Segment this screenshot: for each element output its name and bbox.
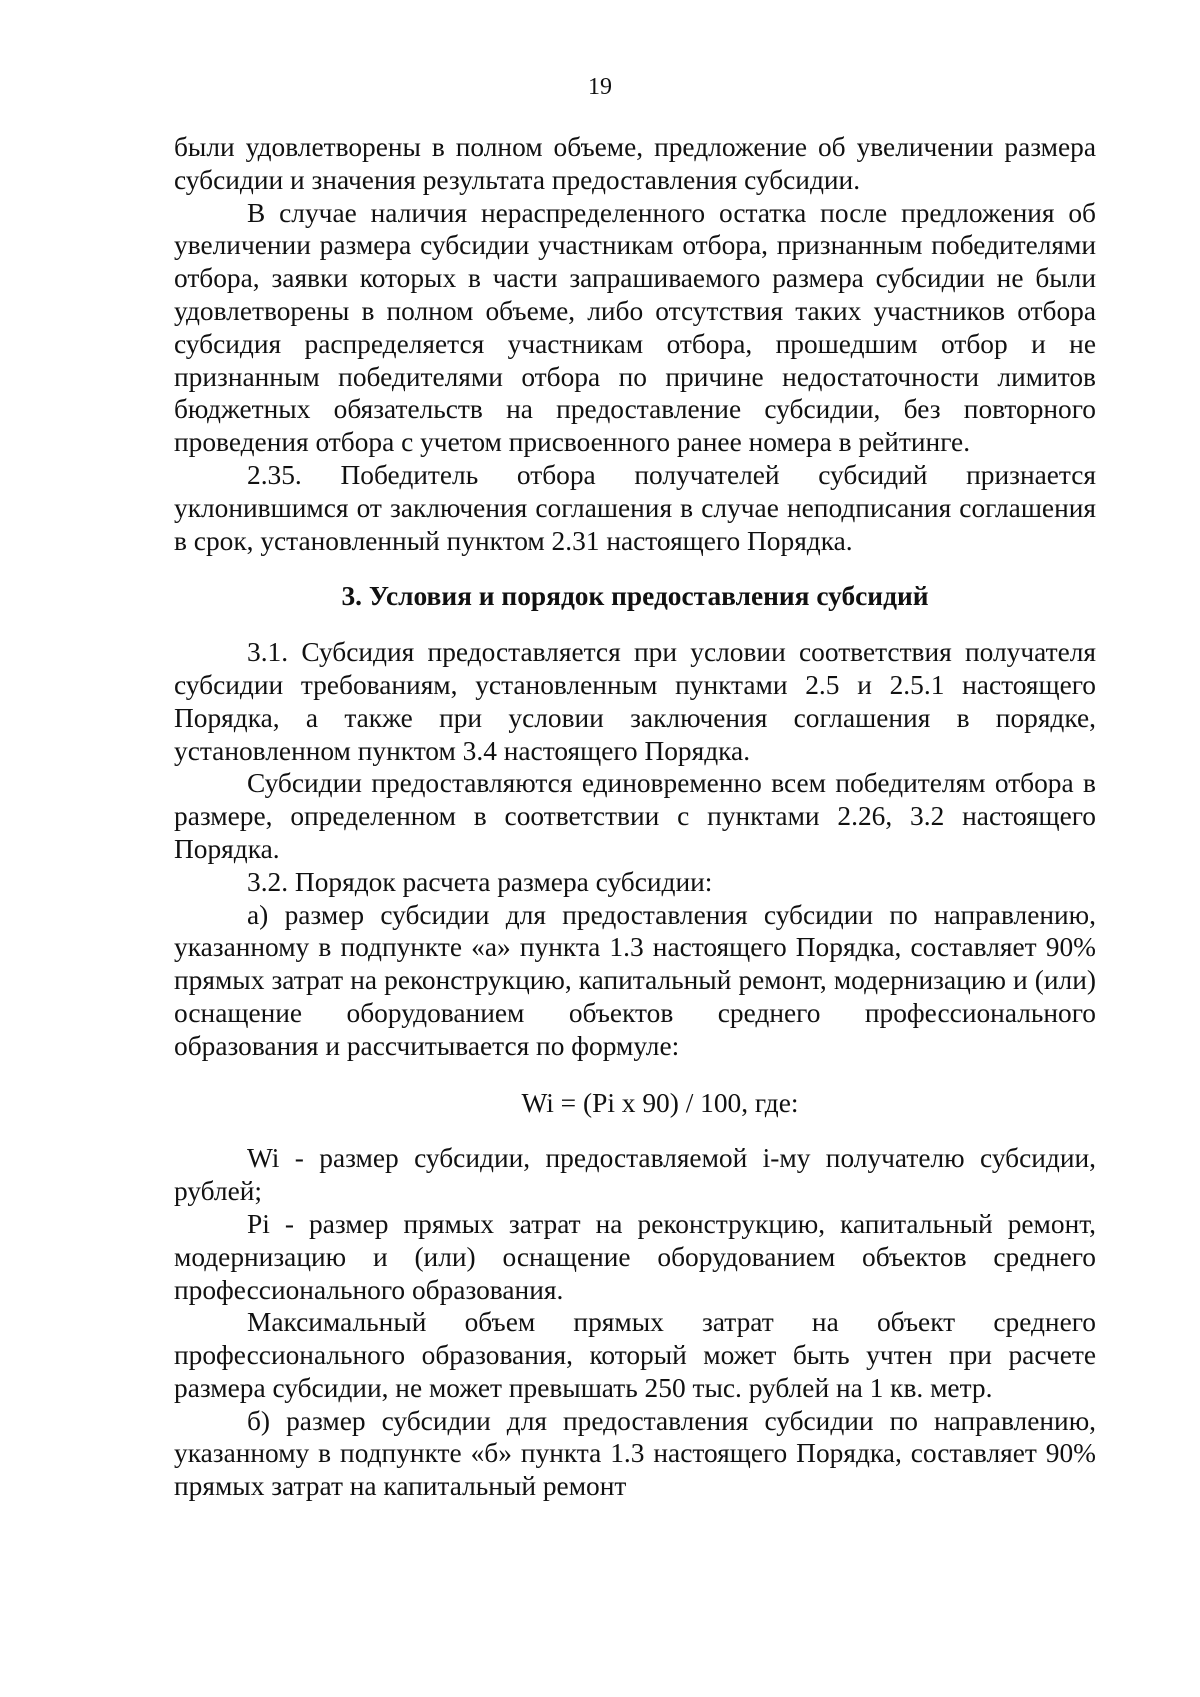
paragraph-pi-definition: Pi - размер прямых затрат на реконструкцию, капитальный ремонт, модернизацию и (или) оснащение оборудованием объектов среднего профессионального образования. [174,1208,1096,1305]
paragraph-3-2-b: б) размер субсидии для предоставления субсидии по направлению, указанному в подпункте «б» пункта 1.3 настоящего Порядка, составляет 90% прямых затрат на капитальный ремонт [174,1405,1096,1502]
section-heading-3: 3. Условия и порядок предоставления субсидий [341,581,929,612]
paragraph-wi-definition: Wi - размер субсидии, предоставляемой i-му получателю субсидии, рублей; [174,1143,1096,1207]
paragraph-3-2: 3.2. Порядок расчета размера субсидии: [247,866,713,897]
document-body [174,131,1096,1503]
paragraph-one-time-subsidy: Субсидии предоставляются единовременно всем победителям отбора в размере, определенном в соответствии с пунктами 2.26, 3.2 настоящего Порядка. [174,768,1096,864]
paragraph-continuation: были удовлетворены в полном объеме, предложение об увеличении размера субсидии и значения результата предоставления субсидии. [174,132,1096,195]
formula: Wi = (Pi x 90) / 100, где: [521,1087,799,1118]
paragraph-3-1: 3.1. Субсидия предоставляется при условии соответствия получателя субсидии требованиям, установленным пунктами 2.5 и 2.5.1 настоящего Порядка, а также при условии заключения соглашения в порядке, установленном пунктом 3.4 настоящего Порядка. [174,637,1096,766]
page-number: 19 [588,74,612,100]
paragraph-max-costs: Максимальный объем прямых затрат на объект среднего профессионального образования, который может быть учтен при расчете размера субсидии, не может превышать 250 тыс. рублей на 1 кв. метр. [174,1307,1096,1403]
paragraph-remainder-distribution: В случае наличия нераспределенного остатка после предложения об увеличении размера субсидии участникам отбора, признанным победителями отбора, заявки которых в части запрашиваемого размера субсидии не были удовлетворены в полном объеме, либо отсутствия таких участников отбора субсидия распределяется участникам отбора, прошедшим отбор и не признанным победителями отбора по причине недостаточности лимитов бюджетных обязательств на предоставление субсидии, без повторного проведения отбора с учетом присвоенного ранее номера в рейтинге. [174,197,1096,458]
paragraph-2-35: 2.35. Победитель отбора получателей субсидий признается уклонившимся от заключения соглашения в случае неподписания соглашения в срок, установленный пунктом 2.31 настоящего Порядка. [174,459,1096,556]
paragraph-3-2-a: а) размер субсидии для предоставления субсидии по направлению, указанному в подпункте «а» пункта 1.3 настоящего Порядка, составляет 90% прямых затрат на реконструкцию, капитальный ремонт, модернизацию и (или) оснащение оборудованием объектов среднего профессионального образования и рассчитывается по формуле: [174,899,1096,1061]
